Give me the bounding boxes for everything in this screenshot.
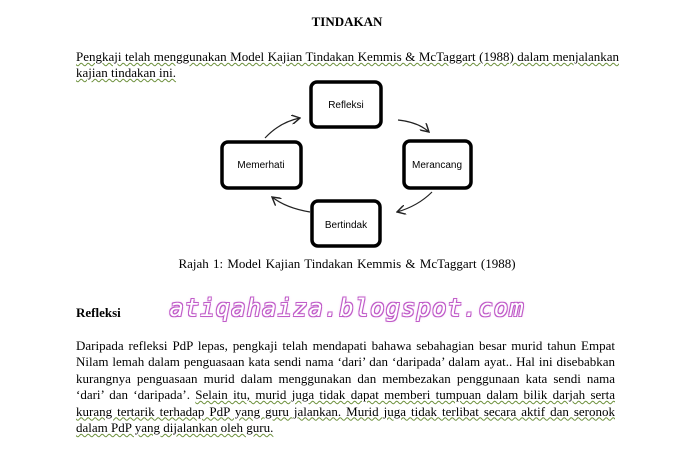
section-heading: Refleksi [76, 305, 121, 320]
watermark: atiqahaiza.blogspot.com [169, 294, 525, 322]
body-paragraph-part1: Daripada refleksi PdP lepas, pengkaji telah mendapati bahawa sebahagian besar murid tahun Empat Nilam lemah dalam penguasaan kata sendi nama ‘dari’ dan ‘daripada’ dalam ayat.. Hal ini disebabkan kurangnya penguasaan murid dalam menggunakan dan membezakan penggunaan kata sendi nama ‘dari’ dan ‘daripada’. [76, 338, 615, 403]
cycle-arrow [272, 197, 310, 212]
cycle-arrow [397, 192, 432, 212]
node-label: Merancang [411, 160, 463, 171]
node-label: Memerhati [237, 160, 285, 171]
node-refleksi [311, 82, 381, 127]
node-merancang [404, 141, 471, 188]
intro-paragraph: Pengkaji telah menggunakan Model Kajian Tindakan Kemmis & McTaggart (1988) dalam menjalankan kajian tindakan ini. [76, 49, 619, 80]
node-label: Bertindak [324, 220, 368, 231]
node-label: Refleksi [328, 100, 364, 111]
cycle-arrow [265, 118, 300, 138]
node-bertindak [312, 201, 380, 246]
body-paragraph [76, 338, 615, 436]
document-title: TINDAKAN [311, 14, 383, 29]
node-memerhati [222, 142, 301, 188]
cycle-arrow [398, 120, 429, 132]
diagram-caption: Rajah 1: Model Kajian Tindakan Kemmis & McTaggart (1988) [178, 256, 516, 271]
body-paragraph-part2: Selain itu, murid juga tidak dapat memberi tumpuan dalam bilik darjah serta kurang tertarik terhadap PdP yang guru jalankan. Murid juga tidak terlibat secara aktif dan seronok dalam PdP yang dijalankan oleh guru. [76, 387, 615, 436]
